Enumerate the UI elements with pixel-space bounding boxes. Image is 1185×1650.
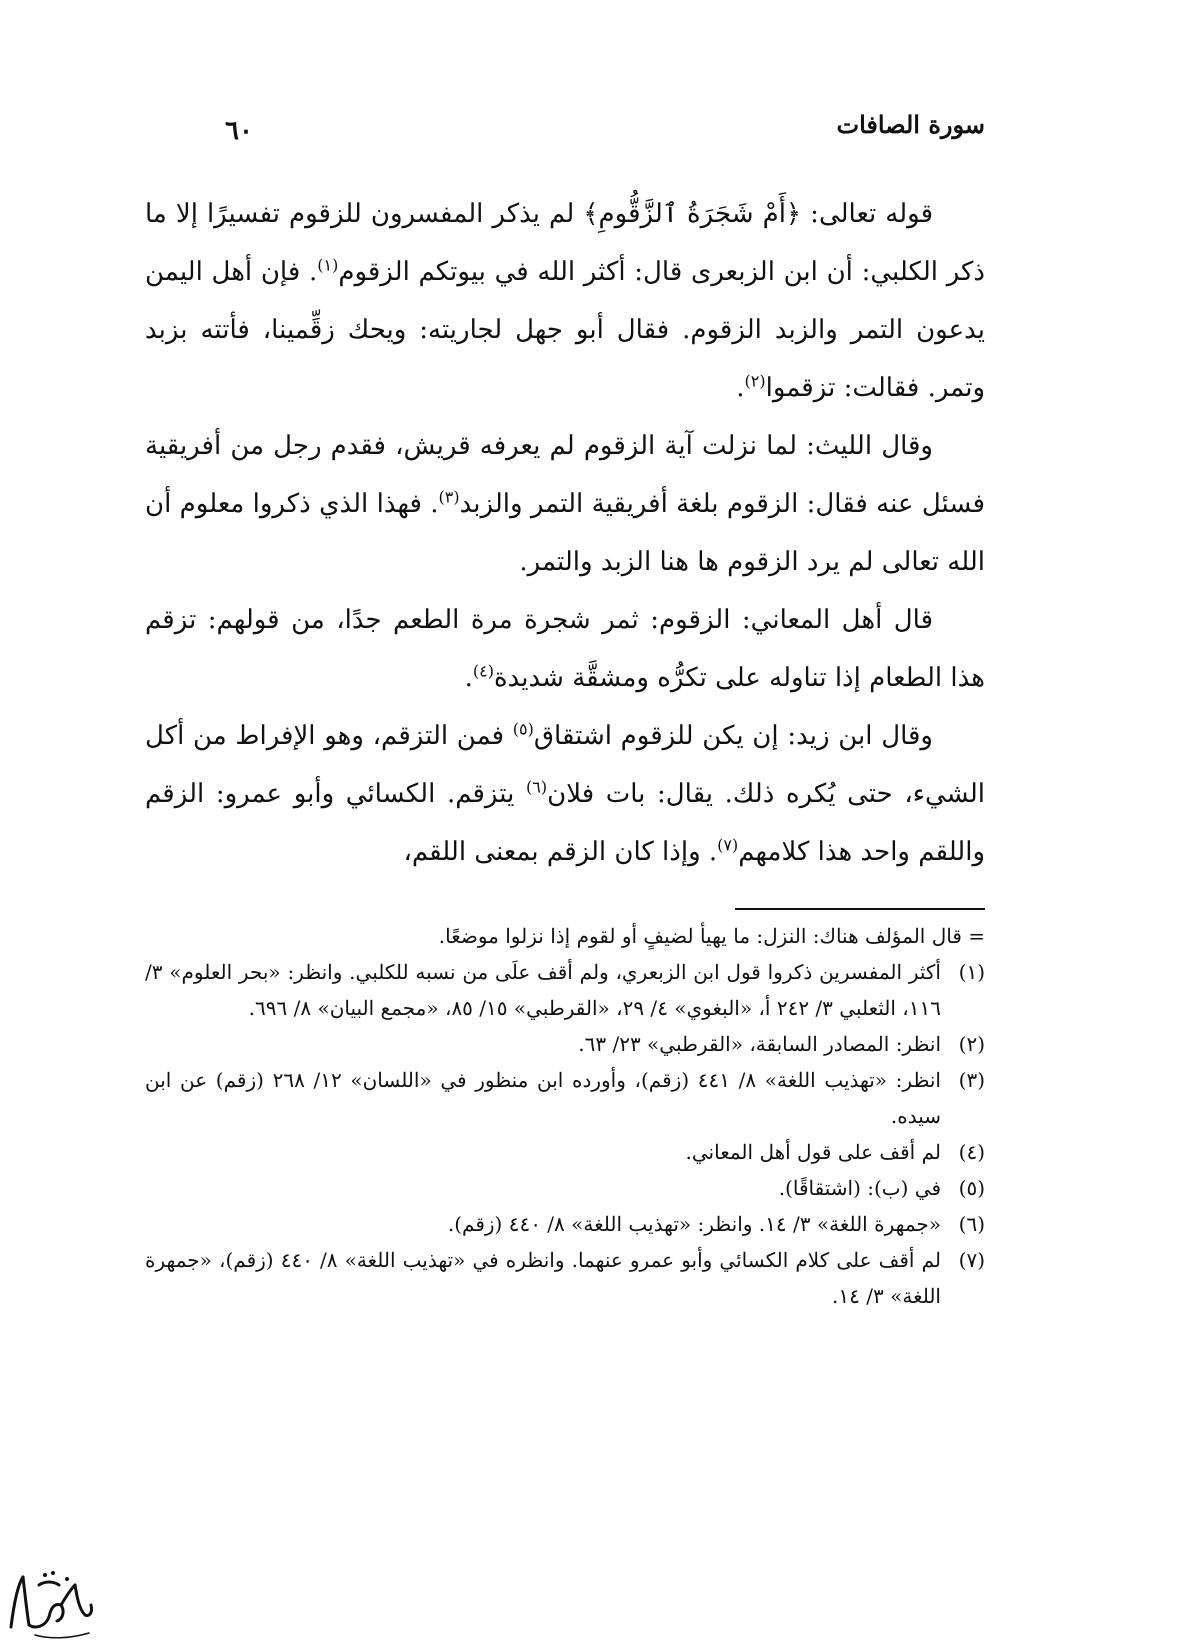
paragraph — [145, 417, 985, 591]
footnote-number: (٢) — [958, 1032, 985, 1056]
footnote-text: «جمهرة اللغة» ٣/ ١٤. وانظر: «تهذيب اللغة» ٨/ ٤٤٠ (زقم). — [447, 1212, 941, 1236]
footnote-ref: (٥) — [512, 719, 534, 739]
footnote-number: (٧) — [958, 1248, 985, 1272]
calligraphy-logo-icon — [5, 1555, 97, 1643]
footnote-number: (٣) — [958, 1068, 985, 1092]
footnote-text: أكثر المفسرين ذكروا قول ابن الزبعري، ولم أقف علَى من نسبه للكلبي. وانظر: «بحر العلوم» ٣/ ١١٦، الثعلبي ٣/ ٢٤٢ أ، «البغوي» ٤/ ٢٩، «القرطبي» ١٥/ ٨٥، «مجمع البيان» ٨/ ٦٩٦. — [145, 960, 941, 1020]
footnote-number: (٦) — [958, 1212, 985, 1236]
footnote-number: (١) — [958, 960, 985, 984]
footnote-ref: (٧) — [717, 835, 739, 855]
footnote-number: (٤) — [958, 1140, 985, 1164]
footnote-number: (٥) — [958, 1176, 985, 1200]
footnote — [145, 1206, 985, 1242]
footnote-separator — [735, 908, 985, 910]
footnote — [145, 1026, 985, 1062]
paragraph — [145, 591, 985, 707]
paragraph-text: . فهذا الذي ذكروا معلوم أن الله تعالى لم يرد الزقوم ها هنا الزبد والتمر. — [145, 489, 985, 577]
paragraph-text: يتزقم. الكسائي وأبو عمرو: الزقم واللقم واحد هذا كلامهم — [145, 779, 985, 867]
paragraph-text: قوله تعالى: ﴿أَمْ شَجَرَةُ ٱلزَّقُّومِ﴾ لم يذكر المفسرون للزقوم تفسيرًا إلا ما ذكر الكلبي: أن ابن الزبعرى قال: أكثر الله في بيوتكم الزقوم — [145, 199, 985, 287]
footnote — [145, 1062, 985, 1134]
paragraph-text: . فإن أهل اليمن يدعون التمر والزبد الزقوم. فقال أبو جهل لجاريته: ويحك زقِّمينا، فأتته بزبد وتمر. فقالت: تزقموا — [145, 257, 985, 403]
footnote-ref: (٦) — [526, 777, 548, 797]
footnote-continuation: = قال المؤلف هناك: النزل: ما يهيأ لضيفٍ أو لقوم إذا نزلوا موضعًا. — [438, 924, 985, 948]
footnote-text: لم أقف على كلام الكسائي وأبو عمرو عنهما. وانظره في «تهذيب اللغة» ٨/ ٤٤٠ (زقم)، «جمهرة اللغة» ٣/ ١٤. — [145, 1248, 941, 1308]
footnote — [145, 1134, 985, 1170]
footnote — [145, 1170, 985, 1206]
footnote-ref: (٤) — [472, 661, 495, 681]
running-title: سورة الصافات — [836, 110, 985, 139]
paragraph — [145, 707, 985, 881]
paragraph-text: . وإذا كان الزقم بمعنى اللقم، — [403, 837, 718, 867]
footnote — [145, 1242, 985, 1314]
footnote — [145, 954, 985, 1026]
footnote-text: في (ب): (اشتقاقًا). — [778, 1176, 941, 1200]
paragraph-text: قال أهل المعاني: الزقوم: ثمر شجرة مرة الطعم جدًا، من قولهم: تزقم هذا الطعام إذا تناوله على تكرُّه ومشقَّة شديدة — [145, 605, 985, 693]
paragraph-text: وقال الليث: لما نزلت آية الزقوم لم يعرفه قريش، فقدم رجل من أفريقية فسئل عنه فقال: الزقوم بلغة أفريقية التمر والزبد — [145, 431, 985, 519]
page-header — [225, 110, 985, 160]
paragraph-text: . — [736, 373, 745, 403]
page-number: ٦٠ — [225, 116, 253, 146]
footnote-ref: (٢) — [744, 371, 766, 391]
paragraph-text: وقال ابن زيد: إن يكن للزقوم اشتقاق — [533, 721, 933, 751]
paragraph — [145, 185, 985, 417]
footnote-ref: (٣) — [438, 487, 460, 507]
footnotes — [145, 918, 985, 1314]
footnote-text: انظر: المصادر السابقة، «القرطبي» ٢٣/ ٦٣. — [578, 1032, 941, 1056]
paragraph-text: . — [464, 663, 473, 693]
footnote-text: لم أقف على قول أهل المعاني. — [685, 1140, 941, 1164]
paragraph-text: فمن التزقم، وهو الإفراط من أكل الشيء، حتى يُكره ذلك. يقال: بات فلان — [145, 721, 985, 809]
main-text — [145, 185, 985, 881]
footnote-text: انظر: «تهذيب اللغة» ٨/ ٤٤١ (زقم)، وأورده ابن منظور في «اللسان» ١٢/ ٢٦٨ (زقم) عن ابن سيده. — [145, 1068, 941, 1128]
footnote-ref: (١) — [317, 255, 339, 275]
